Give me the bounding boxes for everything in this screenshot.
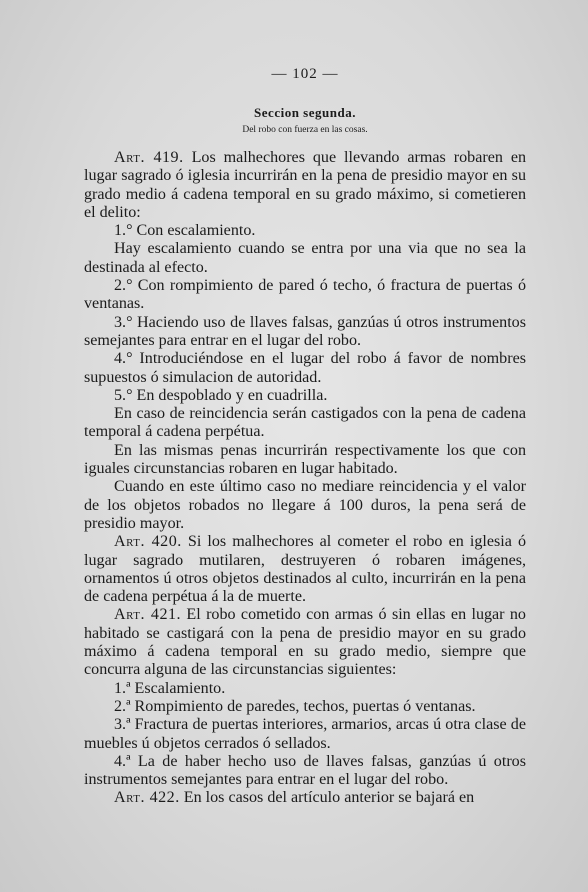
article-paragraph [84,533,526,606]
paragraph [84,222,526,240]
paragraph [84,753,526,790]
paragraph [84,350,526,387]
page-number: — 102 — [271,66,339,82]
paragraph-text: 2.° Con rompimiento de pared ó techo, ó fractura de puertas ó ventanas. [84,277,526,313]
paragraph [84,698,526,716]
paragraph [84,405,526,442]
paragraph-text: 5.° En despoblado y en cuadrilla. [114,386,328,404]
paragraph-text: 2.ª Rompimiento de paredes, techos, puertas ó ventanas. [114,697,476,715]
article-paragraph [84,789,526,807]
paragraph-text: Si los malhechores al cometer el robo en iglesia ó lugar sagrado mutilaren, destruyeren ó robaren imágenes, ornamentos ú otros objetos destinados al culto, incurrirán en la pena de cadena perpétua á la de muerte. [84,533,526,606]
paragraph [84,680,526,698]
paragraph-text: 3.ª Fractura de puertas interiores, armarios, arcas ú otra clase de muebles ú objetos cerrados ó sellados. [84,716,526,752]
paragraph-text: En los casos del artículo anterior se bajará en [179,789,475,807]
body-text [84,149,526,808]
paragraph-text: En caso de reincidencia serán castigados con la pena de cadena temporal á cadena perpétua. [84,405,526,441]
article-number: Art. 421. [114,606,182,624]
paragraph-text: El robo cometido con armas ó sin ellas en lugar no habitado se castigará con la pena de presidio mayor en su grado máximo á cadena temporal en su grado medio, siempre que concurra alguna de las circunstancias siguientes: [84,606,526,679]
paragraph [84,277,526,314]
article-number: Art. 422. [114,789,180,807]
paragraph-text: 3.° Haciendo uso de llaves falsas, ganzúas ú otros instrumentos semejantes para entrar en el lugar del robo. [84,313,526,349]
paragraph [84,442,526,479]
paragraph [84,716,526,753]
paragraph-text: 1.° Con escalamiento. [114,222,256,240]
paragraph [84,478,526,533]
paragraph [84,387,526,405]
paragraph-text: Cuando en este último caso no mediare reincidencia y el valor de los objetos robados no llegare á 100 duros, la pena será de presidio mayor. [84,478,526,532]
article-paragraph [84,149,526,222]
paragraph-text: En las mismas penas incurrirán respectivamente los que con iguales circunstancias robaren en lugar habitado. [84,441,526,478]
article-paragraph [84,606,526,679]
paragraph [84,314,526,351]
article-number: Art. 420. [114,533,182,551]
section-title: Seccion segunda. [254,105,356,120]
paragraph [84,240,526,277]
section-subtitle: Del robo con fuerza en las cosas. [242,125,368,135]
paragraph-text: Hay escalamiento cuando se entra por una via que no sea la destinada al efecto. [84,240,526,276]
paragraph-text: 4.° Introduciéndose en el lugar del robo á favor de nombres supuestos ó simulacion de autoridad. [84,350,526,386]
paragraph-text: 4.ª La de haber hecho uso de llaves falsas, ganzúas ú otros instrumentos semejantes para entrar en el lugar del robo. [84,752,526,789]
paragraph-text: 1.ª Escalamiento. [114,679,226,697]
paragraph-text: Los malhechores que llevando armas robaren en lugar sagrado ó iglesia incurrirán en la pena de presidio mayor en su grado medio á cadena temporal en su grado máximo, si cometieren el delito: [84,149,527,221]
article-number: Art. 419. [114,149,184,166]
